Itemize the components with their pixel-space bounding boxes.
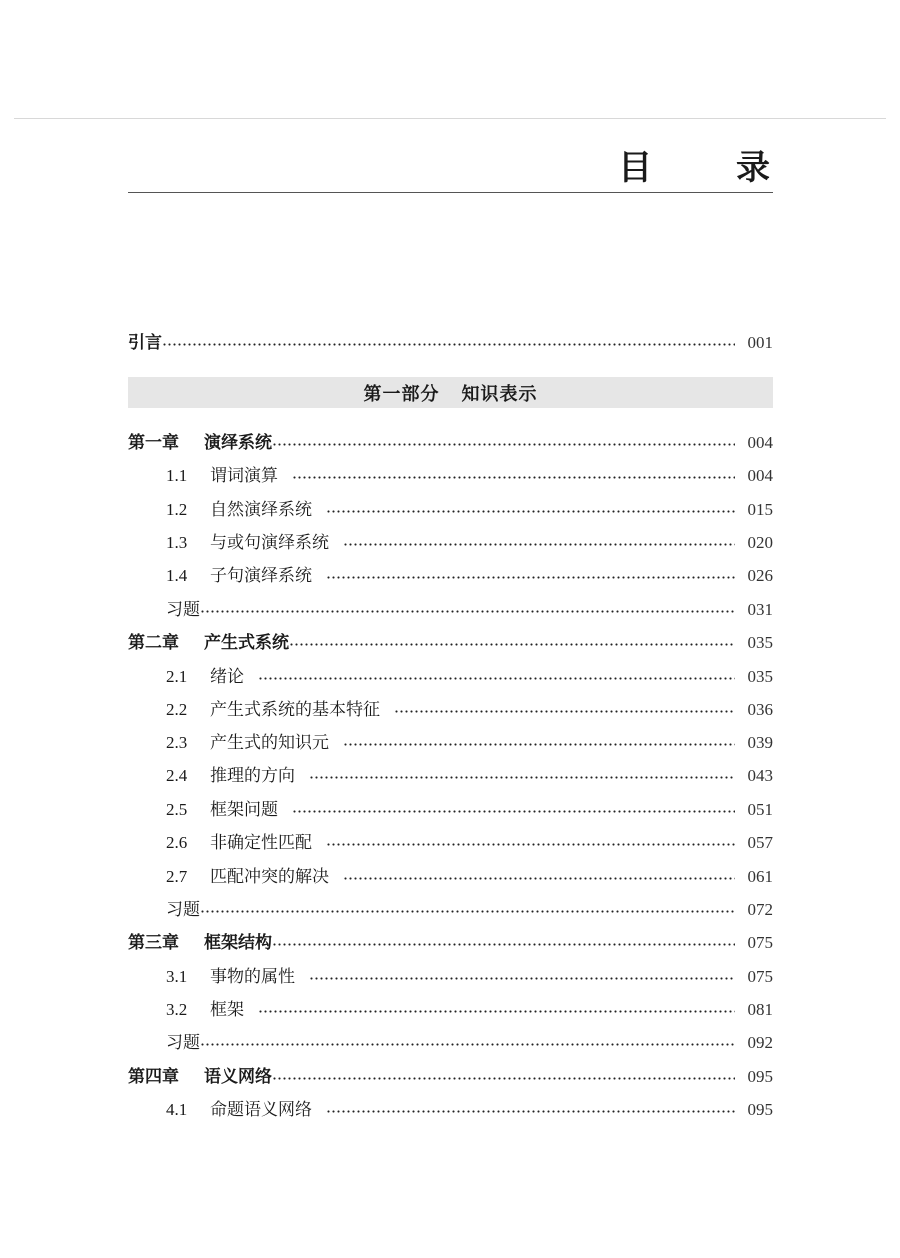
toc-section[interactable] [166,730,773,756]
chapter-title: 演绎系统 [204,433,272,453]
toc-entry-intro[interactable] [128,330,773,356]
page-number: 031 [747,600,773,619]
toc-exercise[interactable] [166,597,773,623]
toc-section[interactable] [166,497,773,523]
toc-exercise[interactable] [166,897,773,923]
dot-leader [292,476,735,479]
section-number: 2.4 [166,766,188,785]
page-number: 075 [747,967,773,986]
title-rule [128,192,773,193]
section-number: 3.2 [166,1000,188,1019]
toc-section[interactable] [166,997,773,1023]
dot-leader [162,343,735,346]
page-number: 095 [747,1067,773,1086]
section-number: 2.1 [166,667,188,686]
page-number: 039 [747,733,773,752]
dot-leader [326,576,735,579]
section-title: 匹配冲突的解决 [210,867,329,887]
section-number: 1.3 [166,533,188,552]
section-number: 1.4 [166,566,188,585]
chapter-title: 框架结构 [204,933,272,953]
section-title: 事物的属性 [210,967,295,987]
section-title: 谓词演算 [210,466,278,486]
part-heading-bar [128,377,773,408]
section-title: 推理的方向 [210,766,295,786]
section-title: 绪论 [210,667,244,687]
toc-chapter-1[interactable] [128,430,773,456]
section-title: 自然演绎系统 [210,500,312,520]
section-number: 2.5 [166,800,188,819]
chapter-title: 语义网络 [204,1067,272,1087]
dot-leader [272,443,735,446]
part-label: 第一部分 [363,383,440,405]
chapter-number: 第一章 [128,433,179,453]
section-number: 2.7 [166,867,188,886]
section-title: 产生式系统的基本特征 [210,700,380,720]
page-number: 035 [747,633,773,652]
toc-chapter-2[interactable] [128,630,773,656]
page-number: 001 [747,333,773,352]
exercise-title: 习题 [166,1033,200,1053]
section-number: 4.1 [166,1100,188,1119]
section-number: 1.1 [166,466,188,485]
dot-leader [272,1077,735,1080]
exercise-title: 习题 [166,600,200,620]
section-title: 框架 [210,1000,244,1020]
dot-leader [343,877,735,880]
chapter-title: 产生式系统 [204,633,289,653]
page-number: 092 [747,1033,773,1052]
exercise-title: 习题 [166,900,200,920]
toc-section[interactable] [166,1097,773,1123]
dot-leader [200,610,735,613]
dot-leader [309,977,735,980]
toc-section[interactable] [166,864,773,890]
toc-section[interactable] [166,697,773,723]
part-title: 知识表示 [461,383,538,405]
page-number: 051 [747,800,773,819]
page-title: 目 录 [618,148,806,188]
page-number: 043 [747,766,773,785]
section-title: 框架问题 [210,800,278,820]
page-number: 061 [747,867,773,886]
page-number: 036 [747,700,773,719]
page-number: 081 [747,1000,773,1019]
dot-leader [289,643,735,646]
section-title: 非确定性匹配 [210,833,312,853]
toc-section[interactable] [166,964,773,990]
page-number: 035 [747,667,773,686]
dot-leader [258,677,735,680]
dot-leader [326,510,735,513]
dot-leader [309,776,735,779]
toc-section[interactable] [166,664,773,690]
dot-leader [258,1010,735,1013]
dot-leader [343,543,735,546]
section-number: 2.3 [166,733,188,752]
toc-section[interactable] [166,563,773,589]
page-number: 020 [747,533,773,552]
dot-leader [343,743,735,746]
section-number: 1.2 [166,500,188,519]
chapter-number: 第三章 [128,933,179,953]
dot-leader [326,1110,735,1113]
top-rule [14,118,886,119]
page-number: 075 [747,933,773,952]
dot-leader [292,810,735,813]
page-number: 072 [747,900,773,919]
section-number: 2.2 [166,700,188,719]
dot-leader [200,910,735,913]
section-title: 命题语义网络 [210,1100,312,1120]
page-number: 057 [747,833,773,852]
toc-chapter-3[interactable] [128,930,773,956]
toc-chapter-4[interactable] [128,1064,773,1090]
toc-section[interactable] [166,830,773,856]
chapter-number: 第四章 [128,1067,179,1087]
toc-section[interactable] [166,530,773,556]
dot-leader [326,843,735,846]
page-number: 004 [747,433,773,452]
page-number: 026 [747,566,773,585]
dot-leader [272,943,735,946]
toc-section[interactable] [166,797,773,823]
chapter-number: 第二章 [128,633,179,653]
section-title: 子句演绎系统 [210,566,312,586]
toc-section[interactable] [166,463,773,489]
section-number: 3.1 [166,967,188,986]
dot-leader [394,710,735,713]
toc-section[interactable] [166,763,773,789]
page-number: 004 [747,466,773,485]
section-title: 与或句演绎系统 [210,533,329,553]
toc-entry-title: 引言 [128,333,162,353]
section-number: 2.6 [166,833,188,852]
toc-exercise[interactable] [166,1030,773,1056]
dot-leader [200,1043,735,1046]
page-number: 095 [747,1100,773,1119]
page-number: 015 [747,500,773,519]
section-title: 产生式的知识元 [210,733,329,753]
